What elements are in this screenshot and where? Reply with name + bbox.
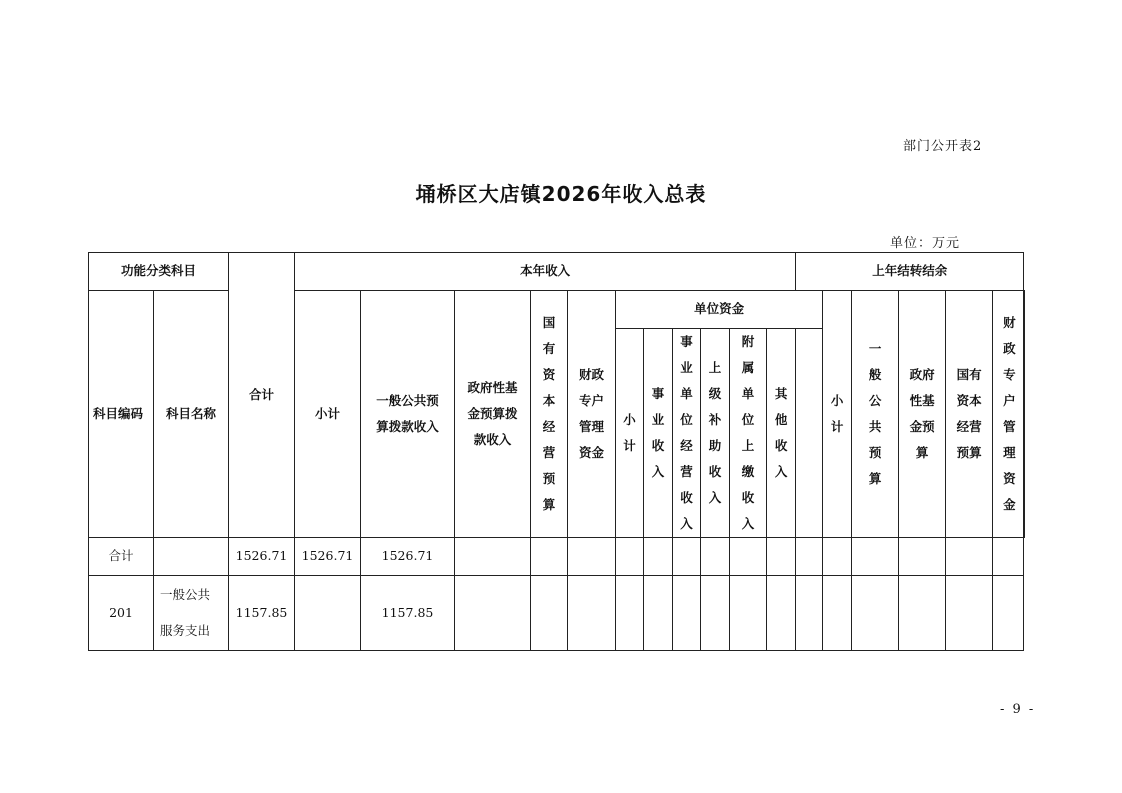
header-last-year: 上年结转结余 [796, 253, 1024, 291]
header-state-capital: 国有资本经营预算 [531, 291, 568, 538]
header-subject-code: 科目编码 [89, 291, 154, 538]
table-row [89, 576, 1025, 651]
header-subtotal: 小计 [295, 291, 361, 538]
cell-name: 一般公共服务支出 [154, 576, 229, 651]
cell-code: 201 [89, 576, 154, 651]
cell-total: 1157.85 [229, 576, 295, 651]
cell-empty [823, 576, 852, 651]
header-func-class: 功能分类科目 [89, 253, 229, 291]
header-ly-fiscal-special: 财政专户管理资金 [993, 291, 1024, 538]
cell-empty [899, 576, 946, 651]
header-row-1 [89, 253, 1025, 291]
cell-empty [701, 538, 730, 576]
cell-empty [673, 576, 701, 651]
cell-empty [616, 576, 644, 651]
header-ly-unit-funds [1024, 291, 1025, 538]
header-uf-other: 其他收入 [767, 329, 796, 538]
cell-empty [730, 576, 767, 651]
cell-empty [796, 576, 823, 651]
cell-empty [946, 538, 993, 576]
unit-label: 单位：万元 [890, 236, 961, 251]
cell-empty [568, 538, 616, 576]
cell-empty [568, 576, 616, 651]
header-this-year: 本年收入 [295, 253, 796, 291]
cell-empty [616, 538, 644, 576]
cell-empty [767, 576, 796, 651]
cell-code: 合计 [89, 538, 154, 576]
cell-empty [852, 576, 899, 651]
cell-empty [946, 576, 993, 651]
header-subject-name: 科目名称 [154, 291, 229, 538]
form-number: 部门公开表2 [903, 139, 983, 154]
header-uf-operating: 事业单位经营收入 [673, 329, 701, 538]
cell-general-budget: 1526.71 [361, 538, 455, 576]
cell-empty [531, 538, 568, 576]
header-uf-superior: 上级补助收入 [701, 329, 730, 538]
header-uf-business: 事业收入 [644, 329, 673, 538]
cell-empty [644, 538, 673, 576]
income-summary-table [88, 252, 1025, 651]
header-fiscal-special: 财政专户管理资金 [568, 291, 616, 538]
cell-general-budget: 1157.85 [361, 576, 455, 651]
cell-empty [796, 538, 823, 576]
cell-name [154, 538, 229, 576]
cell-subtotal [295, 576, 361, 651]
cell-total: 1526.71 [229, 538, 295, 576]
table-row [89, 538, 1025, 576]
cell-empty [730, 538, 767, 576]
cell-empty [993, 576, 1024, 651]
cell-empty [531, 576, 568, 651]
header-unit-funds: 单位资金 [616, 291, 823, 329]
cell-empty [899, 538, 946, 576]
cell-empty [455, 576, 531, 651]
header-uf-affiliated: 附属单位上缴收入 [730, 329, 767, 538]
cell-empty [767, 538, 796, 576]
cell-subtotal: 1526.71 [295, 538, 361, 576]
cell-empty [852, 538, 899, 576]
cell-empty [455, 538, 531, 576]
cell-empty [673, 538, 701, 576]
header-uf-subtotal: 小计 [616, 329, 644, 538]
cell-empty [823, 538, 852, 576]
page-number: - 9 - [1000, 702, 1036, 717]
header-ly-general: 一般公共预算 [852, 291, 899, 538]
cell-empty [701, 576, 730, 651]
cell-empty [644, 576, 673, 651]
document-title: 埇桥区大店镇2026年收入总表 [415, 182, 707, 206]
header-gov-fund: 政府性基金预算拨款收入 [455, 291, 531, 538]
header-total: 合计 [229, 253, 295, 538]
header-ly-subtotal: 小计 [823, 291, 852, 538]
cell-empty [993, 538, 1024, 576]
header-ly-state-capital: 国有资本经营预算 [946, 291, 993, 538]
header-general-budget: 一般公共预算拨款收入 [361, 291, 455, 538]
header-ly-gov-fund: 政府性基金预算 [899, 291, 946, 538]
